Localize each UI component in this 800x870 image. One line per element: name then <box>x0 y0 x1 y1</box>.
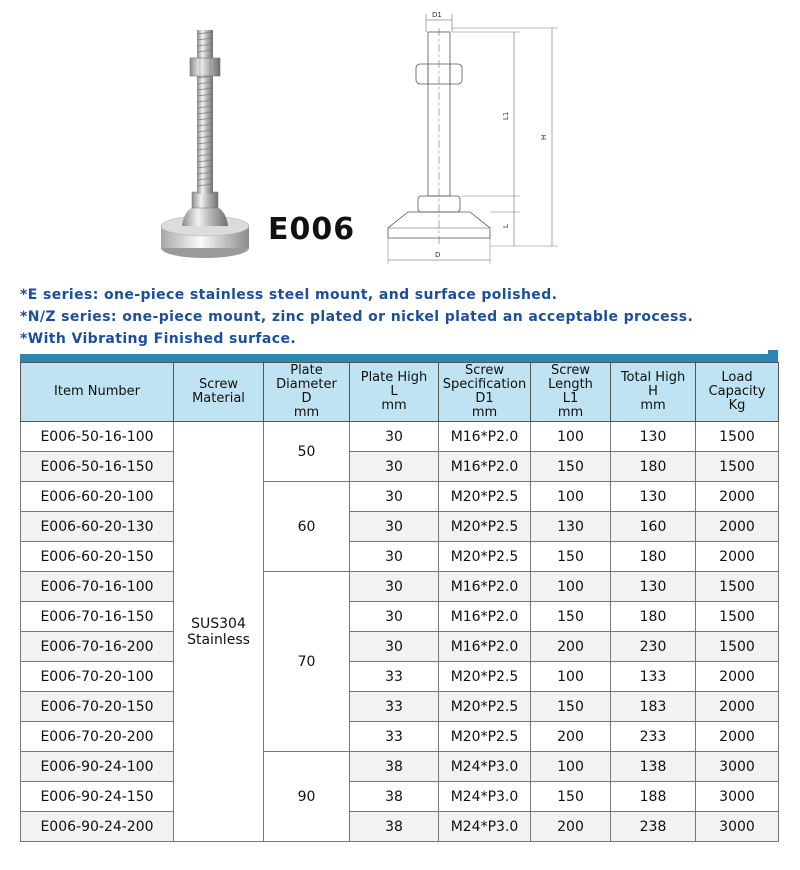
table-row <box>21 782 779 812</box>
cell-total-high: 130 <box>611 572 696 602</box>
cell-screw-spec: M16*P2.0 <box>439 422 531 452</box>
cell-screw-length: 200 <box>531 722 611 752</box>
cell-screw-length: 100 <box>531 662 611 692</box>
cell-plate-diameter: 70 <box>264 572 350 752</box>
cell-item-number: E006-60-20-130 <box>21 512 174 542</box>
notes-list <box>20 284 693 350</box>
cell-plate-high: 38 <box>350 812 439 842</box>
cell-screw-length: 150 <box>531 452 611 482</box>
cell-load-capacity: 1500 <box>696 452 779 482</box>
header-plate-high: Plate High L mm <box>350 363 439 422</box>
cell-screw-spec: M24*P3.0 <box>439 752 531 782</box>
dim-label-l: L <box>502 224 510 228</box>
cell-load-capacity: 2000 <box>696 482 779 512</box>
table-row <box>21 572 779 602</box>
cell-item-number: E006-90-24-150 <box>21 782 174 812</box>
cell-load-capacity: 1500 <box>696 422 779 452</box>
table-row <box>21 512 779 542</box>
cell-screw-spec: M16*P2.0 <box>439 452 531 482</box>
cell-screw-spec: M20*P2.5 <box>439 512 531 542</box>
cell-plate-high: 30 <box>350 542 439 572</box>
cell-load-capacity: 3000 <box>696 782 779 812</box>
cell-screw-spec: M24*P3.0 <box>439 812 531 842</box>
cell-screw-spec: M20*P2.5 <box>439 482 531 512</box>
table-top-bar <box>20 354 778 362</box>
spec-table <box>20 362 779 842</box>
cell-load-capacity: 1500 <box>696 572 779 602</box>
cell-plate-high: 30 <box>350 422 439 452</box>
cell-item-number: E006-70-16-200 <box>21 632 174 662</box>
table-row <box>21 452 779 482</box>
cell-screw-spec: M20*P2.5 <box>439 692 531 722</box>
cell-plate-high: 30 <box>350 452 439 482</box>
cell-screw-length: 100 <box>531 422 611 452</box>
cell-total-high: 160 <box>611 512 696 542</box>
product-photo <box>150 20 260 265</box>
header-screw-material: Screw Material <box>174 363 264 422</box>
dim-label-d: D <box>435 251 441 259</box>
table-row <box>21 812 779 842</box>
cell-item-number: E006-70-20-200 <box>21 722 174 752</box>
cell-item-number: E006-90-24-100 <box>21 752 174 782</box>
cell-item-number: E006-50-16-100 <box>21 422 174 452</box>
product-code: E006 <box>268 212 356 247</box>
cell-item-number: E006-60-20-150 <box>21 542 174 572</box>
cell-screw-spec: M20*P2.5 <box>439 662 531 692</box>
cell-plate-high: 38 <box>350 782 439 812</box>
table-row <box>21 602 779 632</box>
cell-plate-high: 30 <box>350 602 439 632</box>
cell-screw-length: 150 <box>531 542 611 572</box>
material-line: SUS304 <box>191 615 246 632</box>
header-plate-diameter: Plate Diameter D mm <box>264 363 350 422</box>
cell-screw-length: 100 <box>531 752 611 782</box>
cell-total-high: 238 <box>611 812 696 842</box>
cell-plate-diameter: 90 <box>264 752 350 842</box>
cell-item-number: E006-70-20-100 <box>21 662 174 692</box>
header-load-capacity: Load Capacity Kg <box>696 363 779 422</box>
cell-screw-spec: M20*P2.5 <box>439 542 531 572</box>
cell-plate-high: 33 <box>350 692 439 722</box>
cell-load-capacity: 3000 <box>696 752 779 782</box>
cell-plate-high: 30 <box>350 632 439 662</box>
table-top-tab <box>768 350 778 362</box>
cell-screw-spec: M24*P3.0 <box>439 782 531 812</box>
cell-load-capacity: 2000 <box>696 722 779 752</box>
cell-total-high: 188 <box>611 782 696 812</box>
cell-screw-length: 150 <box>531 692 611 722</box>
table-row <box>21 692 779 722</box>
cell-item-number: E006-70-16-100 <box>21 572 174 602</box>
cell-screw-length: 100 <box>531 572 611 602</box>
dim-label-l1: L1 <box>502 111 510 120</box>
cell-plate-diameter: 50 <box>264 422 350 482</box>
cell-screw-length: 200 <box>531 632 611 662</box>
header-total-high: Total High H mm <box>611 363 696 422</box>
cell-plate-high: 30 <box>350 512 439 542</box>
note-item: *N/Z series: one-piece mount, zinc plated or nickel plated an acceptable process. <box>20 309 694 325</box>
cell-plate-high: 30 <box>350 482 439 512</box>
table-row <box>21 542 779 572</box>
cell-screw-length: 200 <box>531 812 611 842</box>
note-item: *E series: one-piece stainless steel mount, and surface polished. <box>20 287 558 303</box>
table-row <box>21 752 779 782</box>
cell-load-capacity: 1500 <box>696 602 779 632</box>
cell-screw-spec: M20*P2.5 <box>439 722 531 752</box>
dim-label-d1: D1 <box>432 11 442 19</box>
cell-item-number: E006-50-16-150 <box>21 452 174 482</box>
cell-total-high: 138 <box>611 752 696 782</box>
note-item: *With Vibrating Finished surface. <box>20 331 297 347</box>
cell-load-capacity: 2000 <box>696 542 779 572</box>
header-screw-length: Screw Length L1 mm <box>531 363 611 422</box>
cell-total-high: 233 <box>611 722 696 752</box>
cell-screw-length: 150 <box>531 782 611 812</box>
cell-item-number: E006-90-24-200 <box>21 812 174 842</box>
cell-screw-spec: M16*P2.0 <box>439 572 531 602</box>
cell-load-capacity: 1500 <box>696 632 779 662</box>
cell-plate-diameter: 60 <box>264 482 350 572</box>
cell-load-capacity: 3000 <box>696 812 779 842</box>
header-item-number: Item Number <box>21 363 174 422</box>
spec-table-body <box>21 422 779 842</box>
cell-total-high: 230 <box>611 632 696 662</box>
cell-total-high: 180 <box>611 602 696 632</box>
cell-total-high: 130 <box>611 422 696 452</box>
table-header-row <box>21 363 779 422</box>
cell-plate-high: 30 <box>350 572 439 602</box>
cell-screw-length: 150 <box>531 602 611 632</box>
technical-drawing <box>380 6 580 268</box>
cell-total-high: 133 <box>611 662 696 692</box>
header-screw-spec: Screw Specification D1 mm <box>439 363 531 422</box>
table-row <box>21 662 779 692</box>
cell-item-number: E006-70-16-150 <box>21 602 174 632</box>
cell-screw-spec: M16*P2.0 <box>439 632 531 662</box>
cell-total-high: 183 <box>611 692 696 722</box>
table-row <box>21 422 779 452</box>
cell-screw-spec: M16*P2.0 <box>439 602 531 632</box>
table-row <box>21 722 779 752</box>
cell-screw-material <box>174 422 264 842</box>
cell-item-number: E006-60-20-100 <box>21 482 174 512</box>
cell-item-number: E006-70-20-150 <box>21 692 174 722</box>
cell-plate-high: 33 <box>350 662 439 692</box>
dim-label-h: H <box>540 134 548 140</box>
table-row <box>21 632 779 662</box>
cell-plate-high: 33 <box>350 722 439 752</box>
cell-total-high: 180 <box>611 542 696 572</box>
cell-load-capacity: 2000 <box>696 662 779 692</box>
cell-total-high: 130 <box>611 482 696 512</box>
spec-table-container <box>20 354 778 842</box>
material-line: Stainless <box>187 631 250 648</box>
cell-total-high: 180 <box>611 452 696 482</box>
cell-load-capacity: 2000 <box>696 512 779 542</box>
cell-plate-high: 38 <box>350 752 439 782</box>
table-row <box>21 482 779 512</box>
cell-screw-length: 100 <box>531 482 611 512</box>
cell-screw-length: 130 <box>531 512 611 542</box>
cell-load-capacity: 2000 <box>696 692 779 722</box>
